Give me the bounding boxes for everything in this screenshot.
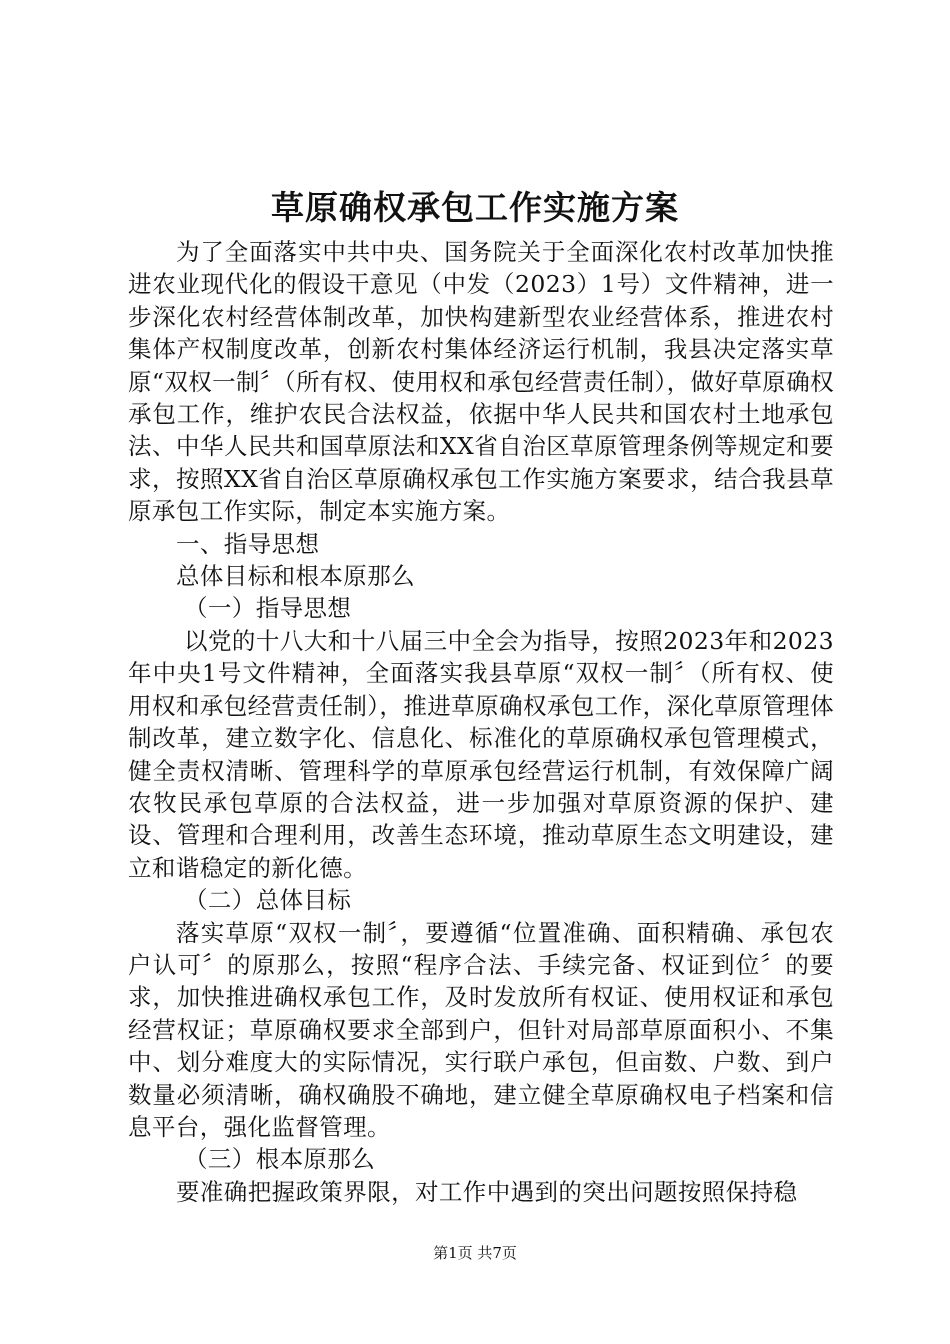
- subsection-heading-1: （一）指导思想: [184, 594, 352, 623]
- subsection-heading-3: （三）根本原那么: [184, 1145, 376, 1174]
- overall-goal-paragraph: 落实草原“双权一制〞，要遵循“位置准确、面积精确、承包农户认可〞的原那么，按照“程序合法、手续完备、权证到位〞的要求，加快推进确权承包工作，及时发放所有权证、使用权证和承包经营权证；草原确权要求全部到户，但针对局部草原面积小、不集中、划分难度大的实际情况，实行联户承包，但亩数、户数、到户数量必须清晰，确权确股不确地，建立健全草原确权电子档案和信息平台，强化监督管理。: [128, 918, 834, 1141]
- section-heading-guiding-ideology: 一、指导思想: [176, 529, 320, 558]
- subsection-heading-2: （二）总体目标: [184, 886, 352, 915]
- intro-paragraph: 为了全面落实中共中央、国务院关于全面深化农村改革加快推进农业现代化的假设干意见（中发（2023）1号）文件精神，进一步深化农村经营体制改革，加快构建新型农业经营体系，推进农村集体产权制度改革，创新农村集体经济运行机制，我县决定落实草原“双权一制〞（所有权、使用权和承包经营责任制），做好草原确权承包工作，维护农民合法权益，依据中华人民共和国农村土地承包法、中华人民共和国草原法和XX省自治区草原管理条例等规定和要求，按照XX省自治区草原确权承包工作实施方案要求，结合我县草原承包工作实际，制定本实施方案。: [128, 238, 834, 526]
- document-title: 草原确权承包工作实施方案: [271, 188, 679, 227]
- document-body: [128, 236, 834, 1208]
- section-heading-goals-principles: 总体目标和根本原那么: [176, 562, 415, 591]
- basic-principle-paragraph: 要准确把握政策界限，对工作中遇到的突出问题按照保持稳: [176, 1177, 798, 1206]
- guiding-ideology-paragraph: 以党的十八大和十八届三中全会为指导，按照2023年和2023年中央1号文件精神，全面落实我县草原“双权一制〞（所有权、使用权和承包经营责任制），推进草原确权承包工作，深化草原管理体制改革，建立数字化、信息化、标准化的草原确权承包管理模式，健全责权清晰、管理科学的草原承包经营运行机制，有效保障广阔农牧民承包草原的合法权益，进一步加强对草原资源的保护、建设、管理和合理利用，改善生态环境，推动草原生态文明建设，建立和谐稳定的新化德。: [128, 626, 834, 882]
- page-footer: 第1页 共7页: [433, 1244, 517, 1262]
